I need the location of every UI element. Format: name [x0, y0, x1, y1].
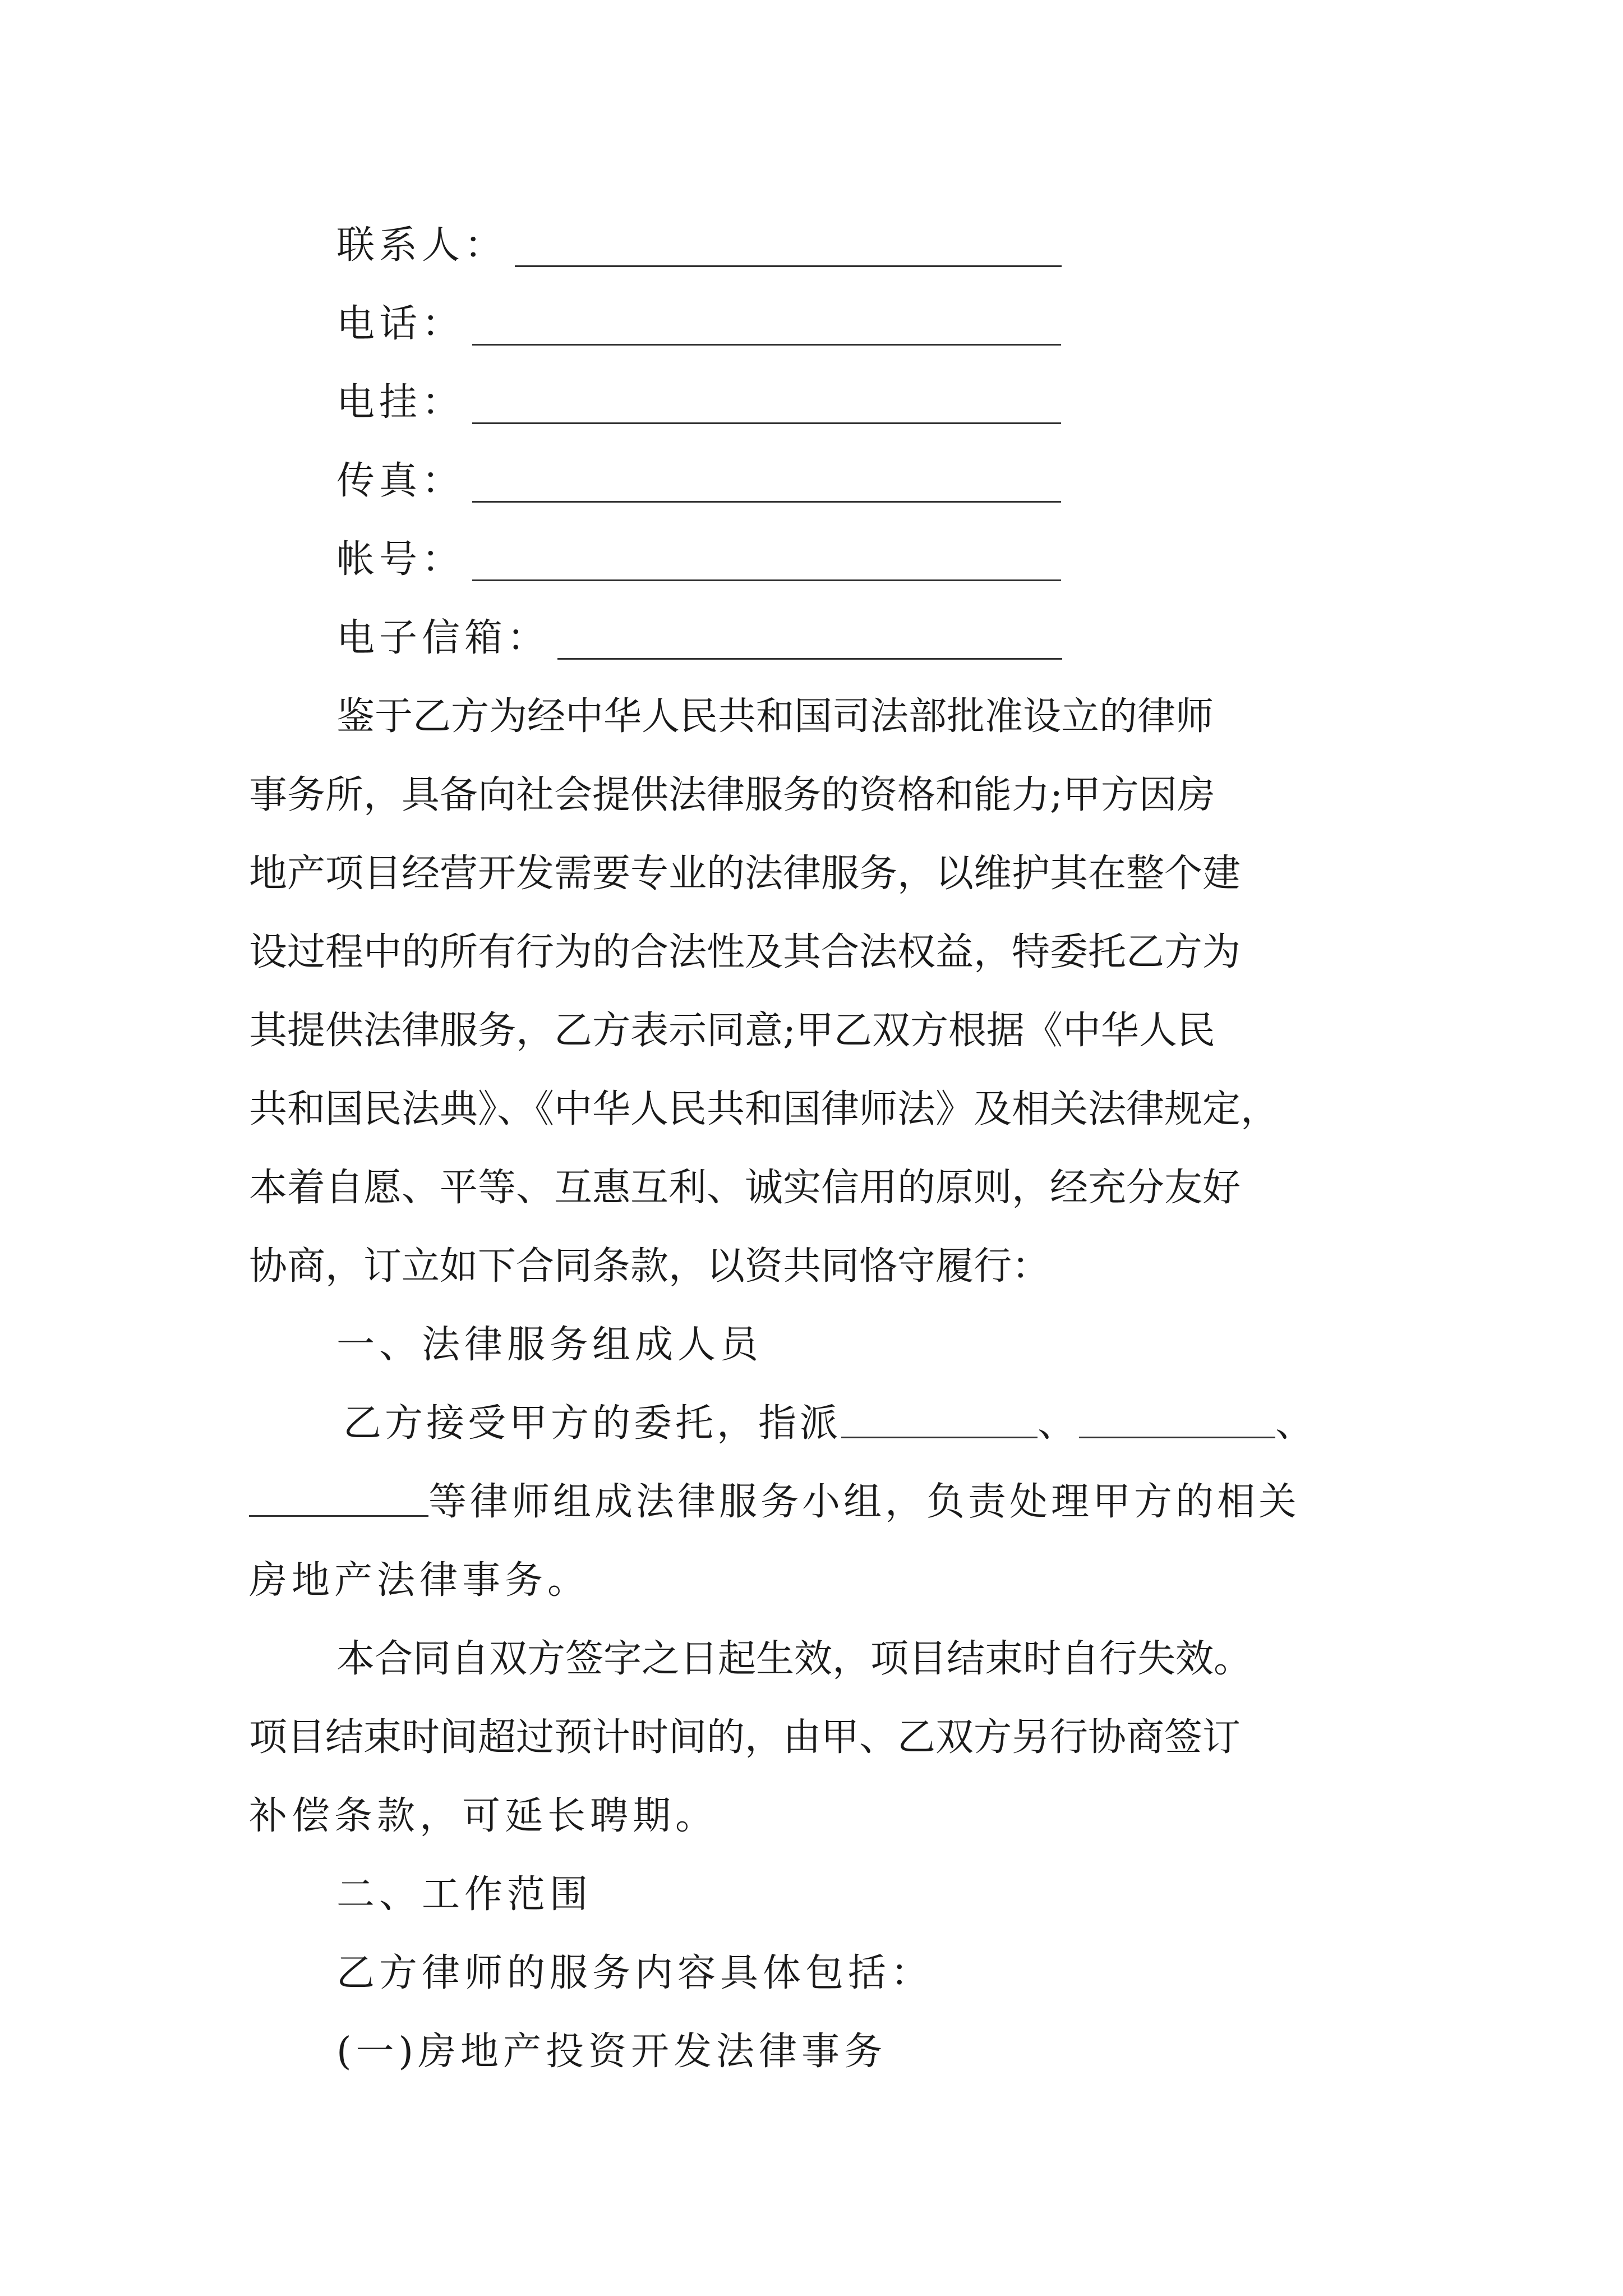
telegraph-field — [336, 375, 1061, 431]
preamble-line-4 — [249, 924, 1376, 981]
section2-item-1: (一)房地产投资开发法律事务 — [336, 2030, 887, 2074]
lawyer-blank-3[interactable] — [249, 1481, 428, 1517]
section1-line-2 — [249, 1474, 1300, 1530]
telegraph-label: 电挂： — [336, 380, 465, 425]
section2-intro: 乙方律师的服务内容具体包括： — [336, 1951, 934, 1995]
phone-field — [336, 296, 1061, 352]
contact-field — [336, 218, 1062, 274]
preamble-line-5 — [249, 1003, 1376, 1059]
preamble-text-3: 地产项目经营开发需要专业的法律服务，以维护其在整个建 — [249, 852, 1241, 896]
phone-label: 电话： — [336, 302, 465, 346]
fax-label: 传真： — [336, 459, 465, 503]
section1-heading: 一、法律服务组成人员 — [336, 1323, 763, 1367]
account-field — [336, 532, 1061, 588]
account-label: 帐号： — [336, 537, 465, 582]
section1-text-1: 乙方接受甲方的委托，指派 — [343, 1401, 842, 1446]
preamble-line-7 — [249, 1160, 1376, 1216]
preamble-line-8 — [249, 1239, 1376, 1295]
preamble-text-4: 设过程中的所有行为的合法性及其合法权益，特委托乙方为 — [249, 930, 1241, 974]
separator-2: 、 — [1275, 1401, 1317, 1446]
section1-line-3: 房地产法律事务。 — [249, 1558, 591, 1603]
preamble-text-1: 鉴于乙方为经中华人民共和国司法部批准设立的律师 — [336, 694, 1214, 739]
contact-blank[interactable] — [515, 263, 1062, 267]
section2-heading: 二、工作范围 — [336, 1872, 593, 1917]
fax-field — [336, 453, 1061, 509]
preamble-line-3 — [249, 846, 1376, 902]
term-line-1 — [336, 1631, 1382, 1687]
preamble-text-2: 事务所，具备向社会提供法律服务的资格和能力;甲方因房 — [249, 773, 1215, 817]
fax-blank[interactable] — [472, 499, 1061, 503]
phone-blank[interactable] — [472, 342, 1061, 346]
section1-line-1 — [343, 1396, 1317, 1452]
term-line-2 — [249, 1710, 1376, 1766]
preamble-text-7: 本着自愿、平等、互惠互利、诚实信用的原则，经充分友好 — [249, 1166, 1241, 1210]
account-blank[interactable] — [472, 577, 1061, 581]
email-field — [336, 610, 1062, 666]
preamble-text-8: 协商，订立如下合同条款，以资共同恪守履行： — [249, 1244, 1050, 1289]
preamble-line-1 — [336, 689, 1377, 745]
email-label: 电子信箱： — [336, 616, 550, 660]
lawyer-blank-2[interactable] — [1079, 1403, 1275, 1438]
lawyer-blank-1[interactable] — [841, 1403, 1038, 1438]
contact-label: 联系人： — [336, 223, 508, 268]
term-line-3: 补偿条款，可延长聘期。 — [249, 1794, 718, 1838]
term-text-1: 本合同自双方签字之日起生效，项目结束时自行失效。 — [336, 1637, 1252, 1681]
separator-1: 、 — [1038, 1401, 1080, 1446]
term-text-2: 项目结束时间超过预计时间的，由甲、乙双方另行协商签订 — [249, 1715, 1241, 1760]
telegraph-blank[interactable] — [472, 420, 1061, 424]
preamble-line-2 — [249, 767, 1376, 823]
preamble-text-6: 共和国民法典》、《中华人民共和国律师法》及相关法律规定， — [249, 1087, 1279, 1131]
preamble-line-6 — [249, 1082, 1376, 1138]
section1-text-2: 等律师组成法律服务小组，负责处理甲方的相关 — [428, 1480, 1301, 1524]
preamble-text-5: 其提供法律服务，乙方表示同意;甲乙双方根据《中华人民 — [249, 1009, 1215, 1053]
email-blank[interactable] — [557, 656, 1062, 660]
